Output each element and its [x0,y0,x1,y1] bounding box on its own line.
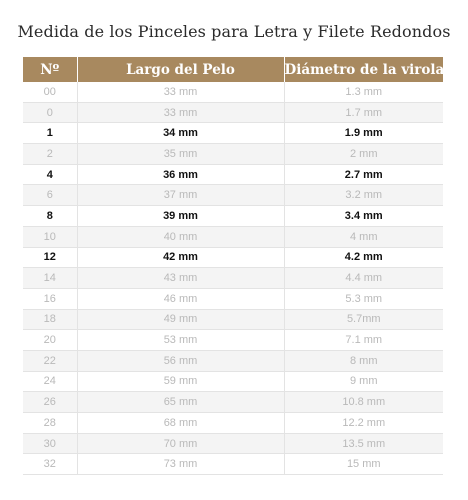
table-row [23,268,443,289]
cell-number: 28 [23,413,77,434]
cell-hair-length: 34 mm [77,123,284,144]
table-header-row [23,57,443,82]
cell-number: 2 [23,144,77,165]
cell-hair-length: 56 mm [77,350,284,371]
cell-ferrule-diameter: 13.5 mm [284,433,443,454]
table-row [23,123,443,144]
page-title: Medida de los Pinceles para Letra y Filete Redondos [17,22,451,41]
cell-ferrule-diameter: 3.4 mm [284,206,443,227]
cell-ferrule-diameter: 8 mm [284,350,443,371]
cell-number: 16 [23,288,77,309]
cell-number: 1 [23,123,77,144]
cell-hair-length: 53 mm [77,330,284,351]
cell-number: 18 [23,309,77,330]
cell-ferrule-diameter: 1.9 mm [284,123,443,144]
column-header-hair-length: Largo del Pelo [77,57,284,82]
cell-number: 6 [23,185,77,206]
cell-number: 30 [23,433,77,454]
cell-ferrule-diameter: 1.3 mm [284,82,443,102]
cell-number: 10 [23,226,77,247]
cell-number: 22 [23,350,77,371]
cell-ferrule-diameter: 5.7mm [284,309,443,330]
cell-hair-length: 36 mm [77,164,284,185]
table-row [23,185,443,206]
cell-ferrule-diameter: 1.7 mm [284,102,443,123]
cell-hair-length: 73 mm [77,454,284,475]
cell-hair-length: 37 mm [77,185,284,206]
cell-hair-length: 42 mm [77,247,284,268]
table-row [23,309,443,330]
cell-number: 4 [23,164,77,185]
cell-hair-length: 59 mm [77,371,284,392]
table-row [23,226,443,247]
table-row [23,433,443,454]
cell-ferrule-diameter: 7.1 mm [284,330,443,351]
cell-ferrule-diameter: 9 mm [284,371,443,392]
cell-hair-length: 65 mm [77,392,284,413]
table-row [23,350,443,371]
table-row [23,82,443,102]
table-row [23,413,443,434]
cell-number: 26 [23,392,77,413]
cell-number: 12 [23,247,77,268]
cell-hair-length: 33 mm [77,102,284,123]
cell-ferrule-diameter: 4.4 mm [284,268,443,289]
table-row [23,288,443,309]
cell-ferrule-diameter: 3.2 mm [284,185,443,206]
column-header-ferrule-diameter: Diámetro de la virola [284,57,443,82]
cell-hair-length: 46 mm [77,288,284,309]
table-row [23,164,443,185]
table-row [23,247,443,268]
cell-hair-length: 40 mm [77,226,284,247]
cell-number: 32 [23,454,77,475]
cell-ferrule-diameter: 4.2 mm [284,247,443,268]
table-row [23,144,443,165]
table-row [23,371,443,392]
table-row [23,102,443,123]
cell-ferrule-diameter: 15 mm [284,454,443,475]
cell-ferrule-diameter: 4 mm [284,226,443,247]
table-row [23,330,443,351]
cell-number: 8 [23,206,77,227]
cell-hair-length: 35 mm [77,144,284,165]
cell-ferrule-diameter: 10.8 mm [284,392,443,413]
table-row [23,392,443,413]
cell-hair-length: 68 mm [77,413,284,434]
cell-number: 00 [23,82,77,102]
cell-number: 0 [23,102,77,123]
column-header-number: Nº [23,57,77,82]
cell-hair-length: 33 mm [77,82,284,102]
cell-hair-length: 49 mm [77,309,284,330]
cell-ferrule-diameter: 12.2 mm [284,413,443,434]
cell-ferrule-diameter: 2.7 mm [284,164,443,185]
cell-ferrule-diameter: 2 mm [284,144,443,165]
cell-number: 24 [23,371,77,392]
table-row [23,206,443,227]
cell-hair-length: 70 mm [77,433,284,454]
cell-number: 14 [23,268,77,289]
cell-hair-length: 39 mm [77,206,284,227]
table-row [23,454,443,475]
cell-ferrule-diameter: 5.3 mm [284,288,443,309]
cell-number: 20 [23,330,77,351]
brush-size-table [23,57,443,475]
cell-hair-length: 43 mm [77,268,284,289]
